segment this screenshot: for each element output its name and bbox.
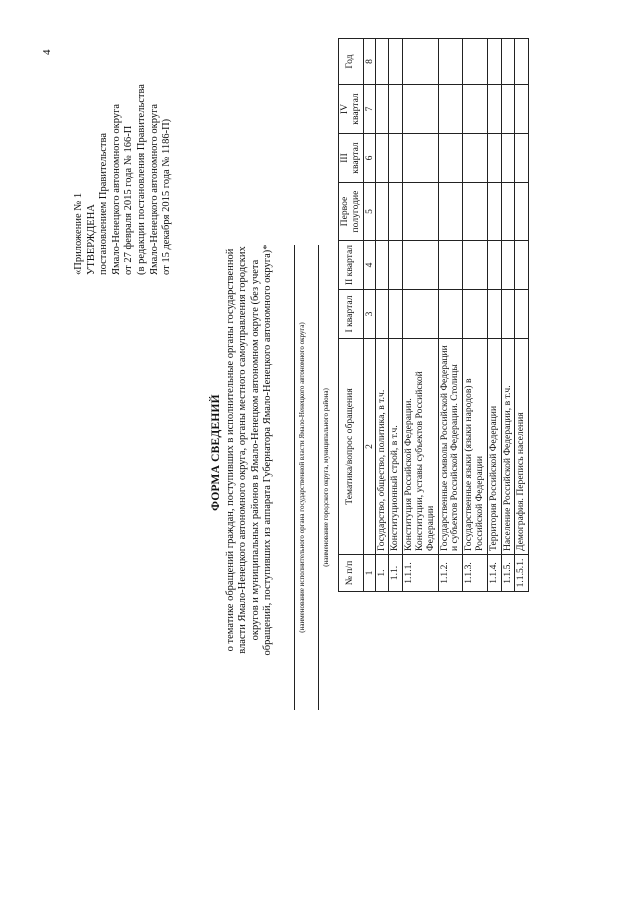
value-cell: [463, 183, 488, 241]
value-cell: [501, 183, 515, 241]
value-cell: [501, 85, 515, 134]
value-cell: [375, 183, 389, 241]
row-code: 1.: [375, 555, 389, 592]
table-row: [515, 39, 529, 592]
value-cell: [487, 39, 501, 85]
approval-block: [73, 35, 174, 275]
header-cell-q3: III квартал: [339, 134, 364, 183]
value-cell: [403, 134, 438, 183]
executive-body-caption: (наименование исполнительного органа государственной власти Ямало-Ненецкого автономного округа): [298, 322, 306, 633]
header-cell-q2: II квартал: [339, 241, 364, 290]
value-cell: [438, 290, 463, 339]
approval-line: от 15 декабря 2015 года № 1186-П): [161, 118, 173, 275]
column-number: 4: [363, 241, 375, 290]
value-cell: [487, 134, 501, 183]
row-topic: Государственные символы Российской Федерации и субъектов Российской Федерации. Столицы: [438, 339, 463, 555]
approval-line: от 27 февраля 2015 года № 166-П: [123, 125, 135, 275]
value-cell: [463, 134, 488, 183]
value-cell: [515, 85, 529, 134]
value-cell: [463, 241, 488, 290]
table-row: [463, 39, 488, 592]
value-cell: [438, 183, 463, 241]
value-cell: [403, 241, 438, 290]
row-code: 1.1.5.: [501, 555, 515, 592]
row-code: 1.1.5.1.: [515, 555, 529, 592]
value-cell: [389, 241, 403, 290]
row-topic: Государственные языки (языки народов) в Российской Федерации: [463, 339, 488, 555]
column-number: 3: [363, 290, 375, 339]
approval-line: (в редакции постановления Правительства: [135, 84, 147, 275]
value-cell: [487, 290, 501, 339]
column-number: 5: [363, 183, 375, 241]
column-number: 7: [363, 85, 375, 134]
row-code: 1.1.2.: [438, 555, 463, 592]
value-cell: [375, 241, 389, 290]
table-row: [438, 39, 463, 592]
table-row: [403, 39, 438, 592]
value-cell: [487, 183, 501, 241]
row-code: 1.1.1.: [403, 555, 438, 592]
value-cell: [463, 290, 488, 339]
value-cell: [403, 85, 438, 134]
value-cell: [389, 183, 403, 241]
value-cell: [487, 241, 501, 290]
table-row: [389, 39, 403, 592]
value-cell: [501, 241, 515, 290]
approval-line: постановлением Правительства: [98, 132, 110, 275]
row-topic: Территория Российской Федерации: [487, 339, 501, 555]
header-cell-q4: IV квартал: [339, 85, 364, 134]
approval-line: Ямало-Ненецкого автономного округа: [148, 103, 160, 275]
municipality-fill-line: [318, 245, 319, 710]
row-topic: Население Российской Федерации, в т.ч.: [501, 339, 515, 555]
form-title: ФОРМА СВЕДЕНИЙ: [210, 394, 222, 511]
column-number: 2: [363, 339, 375, 555]
approval-line: «Приложение № 1: [73, 192, 84, 275]
value-cell: [438, 241, 463, 290]
row-code: 1.1.3.: [463, 555, 488, 592]
column-number: 1: [363, 555, 375, 592]
value-cell: [438, 134, 463, 183]
value-cell: [501, 39, 515, 85]
row-topic: Демография. Перепись населения: [515, 339, 529, 555]
table-header-row: [339, 39, 364, 592]
value-cell: [375, 39, 389, 85]
column-number: 6: [363, 134, 375, 183]
header-cell-number: № п/п: [339, 555, 364, 592]
header-cell-q1: I квартал: [339, 290, 364, 339]
value-cell: [515, 134, 529, 183]
value-cell: [501, 290, 515, 339]
column-number: 8: [363, 39, 375, 85]
table-row: [487, 39, 501, 592]
value-cell: [515, 241, 529, 290]
value-cell: [487, 85, 501, 134]
value-cell: [403, 290, 438, 339]
value-cell: [389, 134, 403, 183]
row-code: 1.1.: [389, 555, 403, 592]
value-cell: [403, 183, 438, 241]
table-row: [375, 39, 389, 592]
value-cell: [438, 85, 463, 134]
value-cell: [463, 39, 488, 85]
executive-body-fill-line: [294, 245, 295, 710]
value-cell: [389, 290, 403, 339]
value-cell: [463, 85, 488, 134]
value-cell: [375, 85, 389, 134]
municipality-caption: (наименование городского округа, муниципального района): [322, 388, 330, 567]
value-cell: [501, 134, 515, 183]
value-cell: [515, 290, 529, 339]
approval-line: УТВЕРЖДЕНА: [85, 204, 97, 275]
header-cell-half-year: Первое полугодие: [339, 183, 364, 241]
value-cell: [515, 39, 529, 85]
header-cell-topic: Тематика/вопрос обращения: [339, 339, 364, 555]
row-topic: Государство, общество, политика, в т.ч.: [375, 339, 389, 555]
value-cell: [515, 183, 529, 241]
approval-line: Ямало-Ненецкого автономного округа: [110, 103, 122, 275]
value-cell: [389, 85, 403, 134]
row-code: 1.1.4.: [487, 555, 501, 592]
table-row: [501, 39, 515, 592]
value-cell: [375, 290, 389, 339]
topics-table: [338, 38, 529, 592]
column-number-row: [363, 39, 375, 592]
header-cell-year: Год: [339, 39, 364, 85]
page-number: 4: [41, 49, 53, 55]
value-cell: [375, 134, 389, 183]
row-topic: Конституционный строй, в т.ч.: [389, 339, 403, 555]
value-cell: [438, 39, 463, 85]
value-cell: [403, 39, 438, 85]
value-cell: [389, 39, 403, 85]
row-topic: Конституция Российской Федерации. Конституции, уставы субъектов Российской Федерации: [403, 339, 438, 555]
form-subtitle: о тематике обращений граждан, поступивших в исполнительные органы государственной власти Ямало-Ненецкого автономного округа, органы местного самоуправления городских округов и муниципальных районов в Ямало-Ненецком автономном округе (без учета обращений, поступивших из аппарата Губернатора Ямало-Ненецкого автономного округа)*: [225, 244, 273, 656]
